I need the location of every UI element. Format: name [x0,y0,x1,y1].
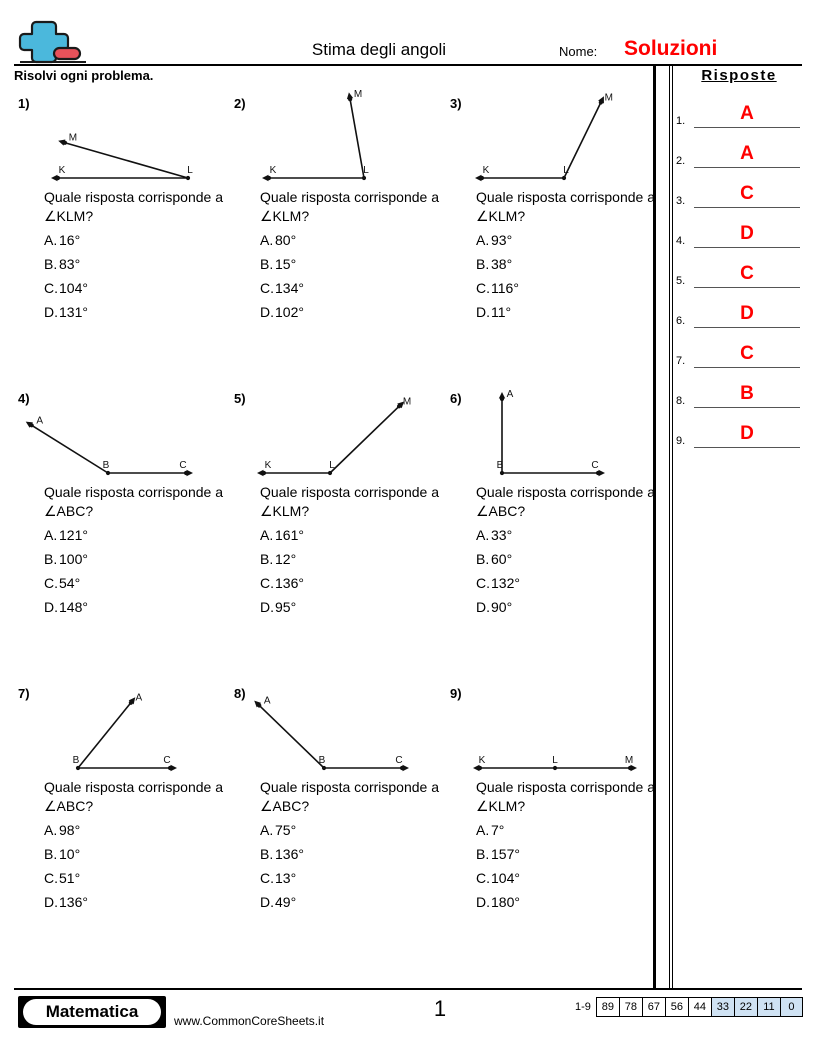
angle-diagram [36,692,216,778]
choice-letter: C. [260,575,274,591]
choice-option[interactable] [476,252,656,276]
problem-number: 1) [18,96,30,111]
choice-letter: A. [44,232,58,248]
choice-letter: C. [476,575,490,591]
choice-option[interactable] [44,842,224,866]
choice-text: 38° [491,256,513,272]
score-range-label: 1-9 [575,1001,591,1013]
answer-value: C [740,343,754,364]
svg-text:L: L [187,165,193,176]
choice-letter: D. [260,599,274,615]
choice-letter: A. [44,822,58,838]
choice-letter: B. [476,846,490,862]
answer-number: 1. [676,115,686,127]
choice-letter: D. [476,304,490,320]
choice-option[interactable] [44,818,224,842]
answer-value: C [740,183,754,204]
choice-option[interactable] [260,866,440,890]
svg-text:L: L [552,755,558,766]
problem-number: 3) [450,96,462,111]
page-title: Stima degli angoli [311,40,447,59]
svg-text:M: M [68,132,78,144]
problem-question: Quale risposta corrisponde a ∠KLM? [476,779,655,814]
svg-text:K: K [478,755,486,766]
choice-letter: B. [44,551,58,567]
svg-text:M: M [353,89,363,101]
angle-diagram [468,692,648,778]
answer-key-rows [676,88,802,448]
svg-text:K: K [58,165,66,176]
choice-option[interactable] [44,547,224,571]
choice-text: 104° [59,280,88,296]
answer-key-title: Risposte [701,67,777,84]
choice-letter: B. [260,551,274,567]
choice-letter: A. [476,527,490,543]
choice-list [44,523,224,619]
angle-diagram [252,89,432,188]
answer-row [676,88,802,128]
angle-diagram [252,692,432,778]
svg-text:C: C [179,460,187,471]
score-cell: 33 [711,997,734,1017]
choice-option[interactable] [44,300,224,324]
choice-text: 98° [59,822,81,838]
answer-value: A [740,103,754,124]
score-cells [596,997,803,1017]
svg-text:B: B [318,755,326,766]
svg-text:L: L [563,165,569,176]
choice-text: 83° [59,256,81,272]
footer-divider [14,988,802,990]
svg-text:C: C [395,755,403,766]
choice-letter: A. [476,822,490,838]
svg-text:A: A [36,415,44,427]
problem-row [14,89,655,391]
problem-number: 5) [234,391,246,406]
name-label: Nome: [559,44,598,59]
choice-letter: B. [44,256,58,272]
choice-text: 95° [275,599,297,615]
answer-number: 9. [676,435,686,447]
name-value: Soluzioni [624,37,718,60]
choice-text: 49° [275,894,297,910]
choice-option[interactable] [44,571,224,595]
choice-option[interactable] [44,523,224,547]
choice-option[interactable] [44,252,224,276]
choice-text: 136° [59,894,88,910]
choice-letter: D. [44,599,58,615]
answer-value: D [740,303,754,324]
svg-text:B: B [102,460,110,471]
svg-text:K: K [269,165,277,176]
choice-letter: D. [44,894,58,910]
svg-text:A: A [263,695,271,707]
choice-option[interactable] [476,595,656,619]
choice-text: 11° [491,304,512,320]
choice-option[interactable] [260,228,440,252]
choice-option[interactable] [44,228,224,252]
angle-diagram [36,102,216,188]
choice-text: 13° [275,870,297,886]
answer-row [676,288,802,328]
choice-letter: C. [260,280,274,296]
svg-text:M: M [624,755,634,766]
choice-list [44,818,224,914]
choice-option[interactable] [476,866,656,890]
choice-option[interactable] [476,842,656,866]
problem-question: Quale risposta corrisponde a ∠KLM? [260,484,439,519]
svg-text:M: M [604,92,613,104]
answer-number: 2. [676,155,686,167]
choice-text: 80° [275,232,297,248]
score-cell: 22 [734,997,757,1017]
choice-letter: D. [44,304,58,320]
problem-question: Quale risposta corrisponde a ∠KLM? [260,189,439,224]
answer-key-panel [676,66,802,448]
score-cell: 67 [642,997,665,1017]
choice-text: 33° [491,527,513,543]
problem-question: Quale risposta corrisponde a ∠KLM? [476,189,655,224]
answer-row [676,168,802,208]
choice-text: 131° [59,304,88,320]
svg-text:C: C [591,460,599,471]
choice-letter: B. [260,846,274,862]
choice-list [44,228,224,324]
answer-number: 5. [676,275,686,287]
problem-question: Quale risposta corrisponde a ∠KLM? [44,189,223,224]
choice-text: 148° [59,599,88,615]
problem-question: Quale risposta corrisponde a ∠ABC? [476,484,655,519]
choice-text: 180° [491,894,520,910]
choice-text: 51° [59,870,81,886]
svg-text:A: A [506,389,514,400]
choice-option[interactable] [260,300,440,324]
choice-letter: A. [260,527,274,543]
answer-value: C [740,263,754,284]
choice-text: 54° [59,575,81,591]
choice-letter: A. [260,822,274,838]
choice-text: 90° [491,599,513,615]
choice-option[interactable] [476,523,656,547]
choice-text: 7° [491,822,505,838]
choice-letter: B. [44,846,58,862]
angle-diagram [468,389,648,483]
choice-option[interactable] [44,866,224,890]
answer-row [676,208,802,248]
choice-option[interactable] [260,595,440,619]
choice-text: 100° [59,551,88,567]
choice-text: 15° [275,256,297,272]
answer-blank-line [694,447,800,448]
score-cell: 0 [780,997,803,1017]
choice-letter: A. [260,232,274,248]
answer-value: D [740,423,754,444]
choice-option[interactable] [476,571,656,595]
vertical-divider-inner-a [669,64,670,988]
choice-text: 161° [275,527,304,543]
choice-text: 136° [275,575,304,591]
answer-value: B [740,383,754,404]
score-cell: 56 [665,997,688,1017]
choice-letter: C. [476,870,490,886]
choice-letter: A. [44,527,58,543]
angle-diagram [252,397,432,483]
svg-text:C: C [163,755,171,766]
svg-text:M: M [402,396,412,408]
svg-text:B: B [72,755,80,766]
problem-number: 9) [450,686,462,701]
choice-text: 60° [491,551,513,567]
svg-text:L: L [363,165,369,176]
problem-question: Quale risposta corrisponde a ∠ABC? [44,484,223,519]
problem-number: 2) [234,96,246,111]
choice-option[interactable] [44,890,224,914]
choice-option[interactable] [476,276,656,300]
choice-text: 132° [491,575,520,591]
choice-list [476,228,656,324]
choice-option[interactable] [260,252,440,276]
plus-minus-logo-icon [14,16,86,64]
choice-option[interactable] [260,547,440,571]
choice-option[interactable] [260,571,440,595]
answer-number: 4. [676,235,686,247]
choice-letter: A. [476,232,490,248]
choice-letter: B. [476,256,490,272]
choice-option[interactable] [260,523,440,547]
choice-list [260,818,440,914]
problem-question: Quale risposta corrisponde a ∠ABC? [260,779,439,814]
svg-text:A: A [135,692,143,704]
problem-row [14,391,654,686]
choice-text: 12° [275,551,297,567]
answer-row [676,128,802,168]
problem-number: 4) [18,391,30,406]
choice-option[interactable] [476,890,656,914]
choice-text: 75° [275,822,297,838]
problem-number: 8) [234,686,246,701]
choice-letter: D. [476,894,490,910]
choice-text: 121° [59,527,88,543]
problem-number: 6) [450,391,462,406]
choice-letter: B. [476,551,490,567]
choice-letter: C. [260,870,274,886]
choice-option[interactable] [476,300,656,324]
choice-text: 16° [59,232,81,248]
answer-number: 8. [676,395,686,407]
choice-option[interactable] [44,276,224,300]
choice-option[interactable] [44,595,224,619]
score-table [575,997,803,1017]
answer-number: 7. [676,355,686,367]
score-cell: 78 [619,997,642,1017]
answer-value: A [740,143,754,164]
problem-grid [14,89,655,981]
answer-row [676,408,802,448]
brand-badge [18,996,166,1028]
choice-text: 157° [491,846,520,862]
choice-text: 93° [491,232,513,248]
choice-list [260,228,440,324]
choice-list [476,818,656,914]
problem-row [14,686,654,981]
angle-diagram [36,397,216,483]
choice-letter: D. [260,894,274,910]
vertical-divider-inner-b [672,64,673,988]
svg-text:K: K [264,460,272,471]
choice-text: 102° [275,304,304,320]
choice-letter: C. [476,280,490,296]
page-header [14,14,802,64]
choice-option[interactable] [260,818,440,842]
score-cell: 11 [757,997,780,1017]
choice-option[interactable] [260,890,440,914]
choice-text: 136° [275,846,304,862]
answer-row [676,248,802,288]
answer-value: D [740,223,754,244]
choice-option[interactable] [476,228,656,252]
choice-list [476,523,656,619]
brand-label: Matematica [23,999,161,1025]
website-url: www.CommonCoreSheets.it [174,1014,325,1028]
choice-list [260,523,440,619]
choice-text: 116° [491,280,519,296]
svg-text:L: L [329,460,335,471]
choice-option[interactable] [260,842,440,866]
choice-letter: C. [44,280,58,296]
problem-number: 7) [18,686,30,701]
choice-text: 134° [275,280,304,296]
score-cell: 89 [596,997,619,1017]
answer-row [676,368,802,408]
choice-option[interactable] [476,547,656,571]
choice-text: 10° [59,846,81,862]
answer-number: 3. [676,195,686,207]
instructions-text: Risolvi ogni problema. [14,68,154,83]
answer-row [676,328,802,368]
choice-letter: D. [260,304,274,320]
choice-text: 104° [491,870,520,886]
svg-text:K: K [482,165,490,176]
choice-letter: D. [476,599,490,615]
page-number: 1 [433,996,447,1021]
choice-letter: C. [44,870,58,886]
choice-letter: B. [260,256,274,272]
score-cell: 44 [688,997,711,1017]
svg-text:B: B [496,460,504,471]
answer-number: 6. [676,315,686,327]
problem-question: Quale risposta corrisponde a ∠ABC? [44,779,223,814]
choice-letter: C. [44,575,58,591]
choice-option[interactable] [260,276,440,300]
choice-option[interactable] [476,818,656,842]
angle-diagram [468,92,648,188]
